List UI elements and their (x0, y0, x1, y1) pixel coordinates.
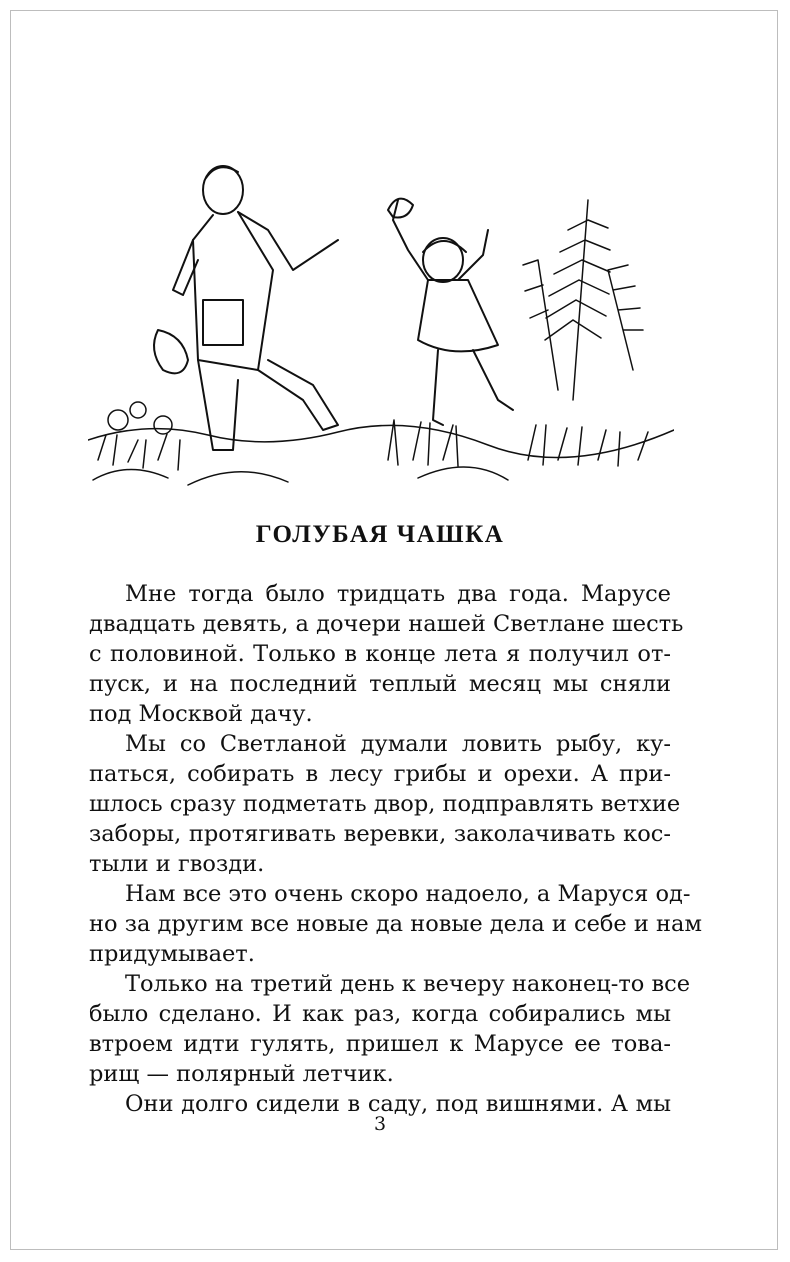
text-line: под Москвой дачу. (89, 701, 313, 727)
text-line: паться, собирать в лесу грибы и орехи. А при- (89, 761, 671, 787)
man-figure (154, 166, 338, 450)
text-line: шлось сразу подметать двор, подправлять ветхие (89, 791, 681, 817)
text-line: но за другим все новые да новые дела и себе и нам (89, 911, 702, 937)
grass-strokes (88, 402, 674, 485)
fern-plant (523, 200, 643, 400)
page-number: 3 (373, 1113, 387, 1135)
text-line: пуск, и на последний теплый месяц мы сняли (89, 671, 671, 697)
illustration-sketch (88, 160, 674, 492)
text-line: с половиной. Только в конце лета я получил от- (89, 641, 671, 667)
chapter-title: ГОЛУБАЯ ЧАШКА (255, 521, 505, 548)
text-line: придумывает. (89, 941, 255, 967)
text-line: заборы, протягивать веревки, заколачивать кос- (89, 821, 671, 847)
text-line: Нам все это очень скоро надоело, а Маруся од- (125, 881, 691, 907)
girl-figure (388, 199, 513, 425)
text-line: тыли и гвозди. (89, 851, 265, 877)
text-line: Они долго сидели в саду, под вишнями. А мы (125, 1091, 671, 1117)
text-line: двадцать девять, а дочери нашей Светлане шесть (89, 611, 684, 637)
text-line: рищ — полярный летчик. (89, 1061, 394, 1087)
text-line: было сделано. И как раз, когда собирались мы (89, 1001, 671, 1027)
text-line: Только на третий день к вечеру наконец-то все (125, 971, 691, 997)
body-text (89, 579, 702, 1119)
text-line: Мне тогда было тридцать два года. Марусе (125, 581, 671, 607)
text-line: втроем идти гулять, пришел к Марусе ее това- (89, 1031, 671, 1057)
text-line: Мы со Светланой думали ловить рыбу, ку- (125, 731, 671, 757)
